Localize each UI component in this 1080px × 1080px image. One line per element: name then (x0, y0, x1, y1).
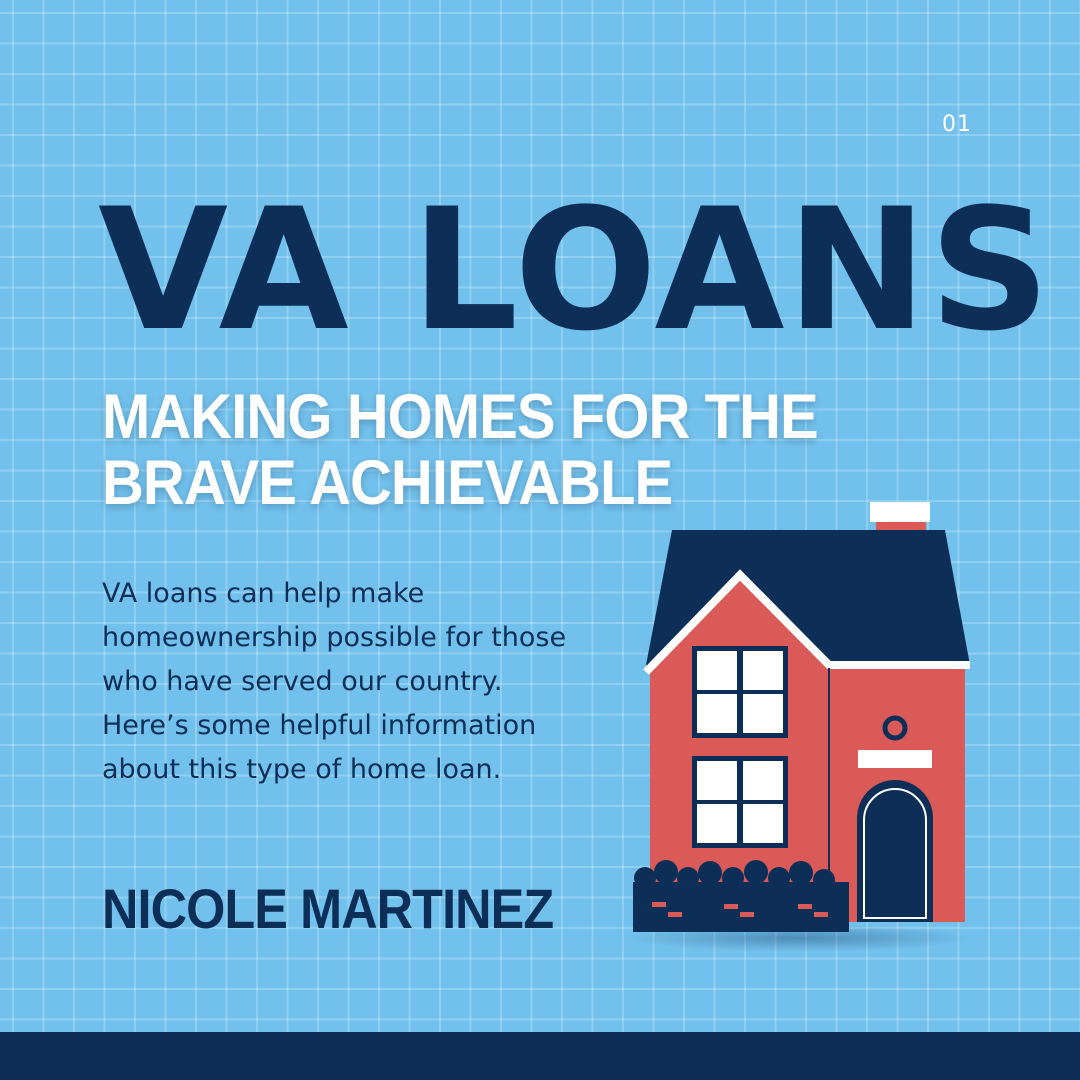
chimney-cap (870, 502, 930, 522)
front-door (864, 789, 926, 918)
author-name: NICOLE MARTINEZ (102, 877, 554, 940)
footer-bar (0, 1032, 1080, 1080)
page-title: VA LOANS (98, 172, 1053, 368)
body-line-1: VA loans can help make (102, 578, 425, 609)
upper-window (692, 646, 788, 738)
subtitle-line-2: BRAVE ACHIEVABLE (102, 448, 673, 518)
body-line-2: homeownership possible for those (102, 622, 567, 653)
house-number-plate (858, 750, 932, 768)
body-line-5: about this type of home loan. (102, 754, 502, 785)
page-number: 01 (942, 112, 972, 137)
house-illustration (625, 495, 980, 965)
subtitle-line-1: MAKING HOMES FOR THE (102, 382, 818, 452)
body-line-3: who have served our country. (102, 666, 503, 697)
lower-window (692, 756, 788, 848)
body-line-4: Here’s some helpful information (102, 710, 537, 741)
body-paragraph (102, 572, 622, 792)
